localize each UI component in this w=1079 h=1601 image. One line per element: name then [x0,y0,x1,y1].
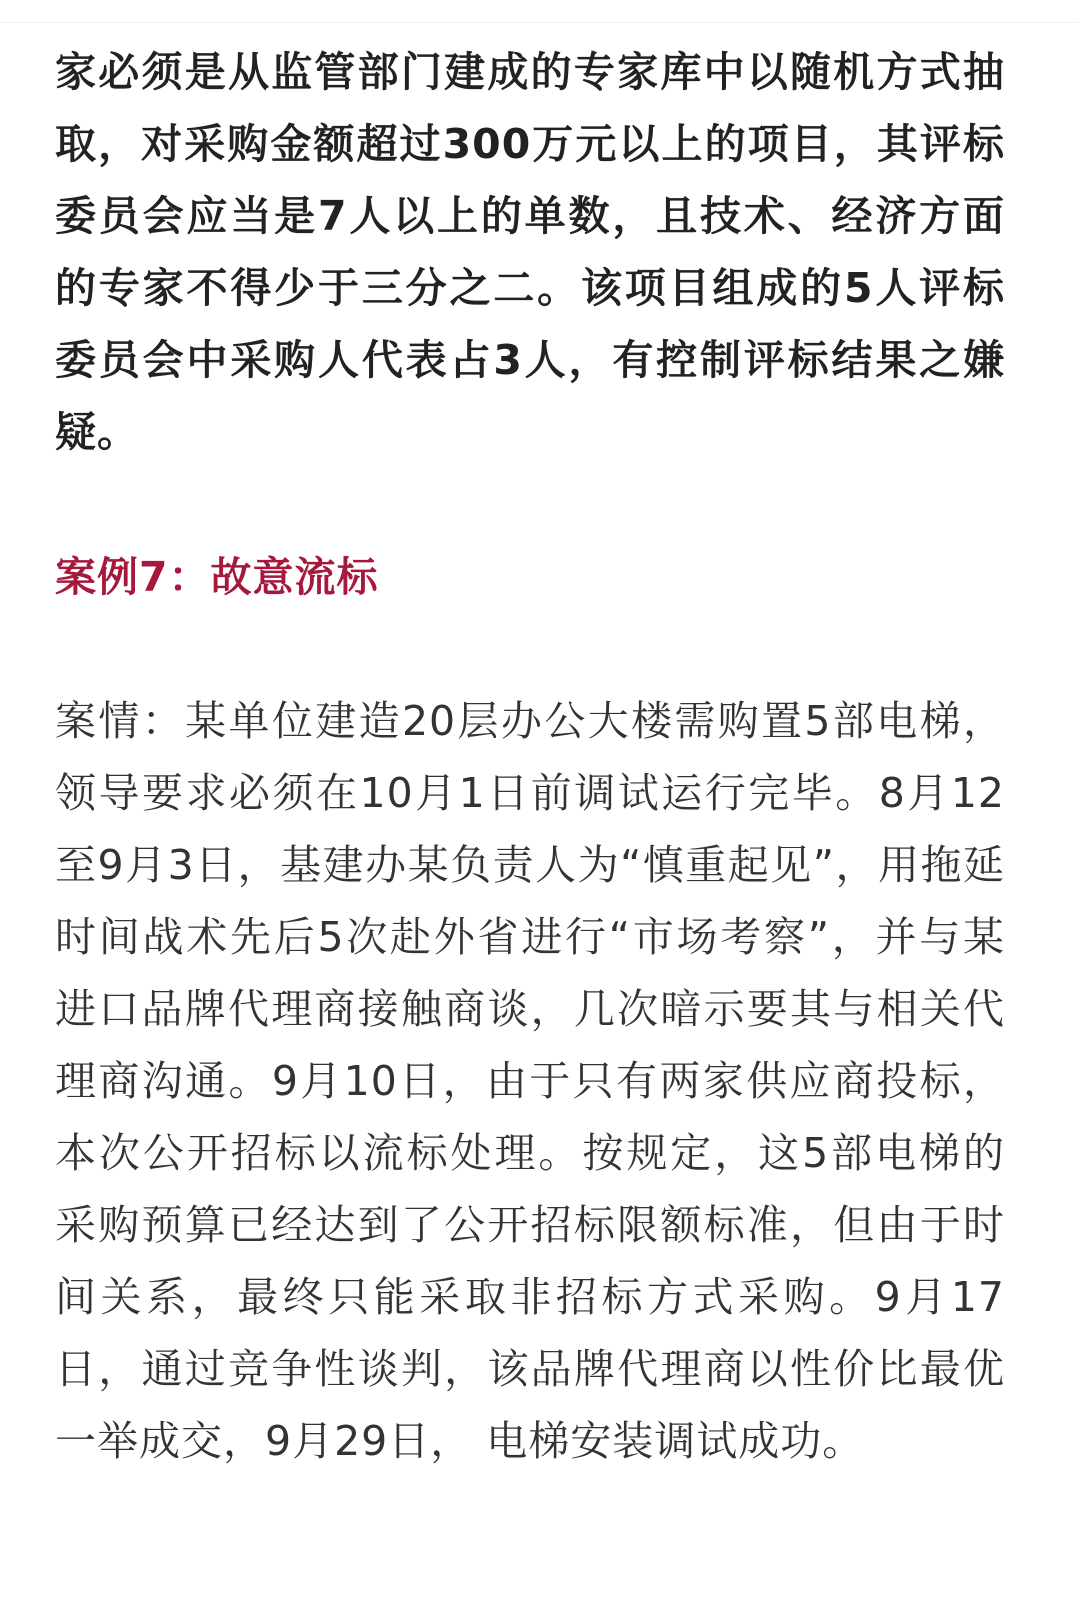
case-paragraph: 案情：某单位建造20层办公大楼需购置5部电梯，领导要求必须在10月1日前调试运行完毕。8月12至9月3日，基建办某负责人为“慎重起见”，用拖延时间战术先后5次赴外省进行“市场考察”，并与某进口品牌代理商接触商谈，几次暗示要其与相关代理商沟通。9月10日，由于只有两家供应商投标，本次公开招标以流标处理。按规定，这5部电梯的采购预算已经达到了公开招标限额标准，但由于时间关系，最终只能采取非招标方式采购。9月17日，通过竞争性谈判，该品牌代理商以性价比最优一举成交，9月29日， 电梯安装调试成功。 [55,697,1005,1465]
bold-paragraph: 家必须是从监管部门建成的专家库中以随机方式抽取，对采购金额超过300万元以上的项目，其评标委员会应当是7人以上的单数，且技术、经济方面的专家不得少于三分之二。该项目组成的5人评标委员会中采购人代表占3人，有控制评标结果之嫌疑。 [55,48,1005,456]
article-body [55,36,1005,1477]
case-heading: 案例7：故意流标 [55,553,379,601]
top-divider [0,0,1079,23]
